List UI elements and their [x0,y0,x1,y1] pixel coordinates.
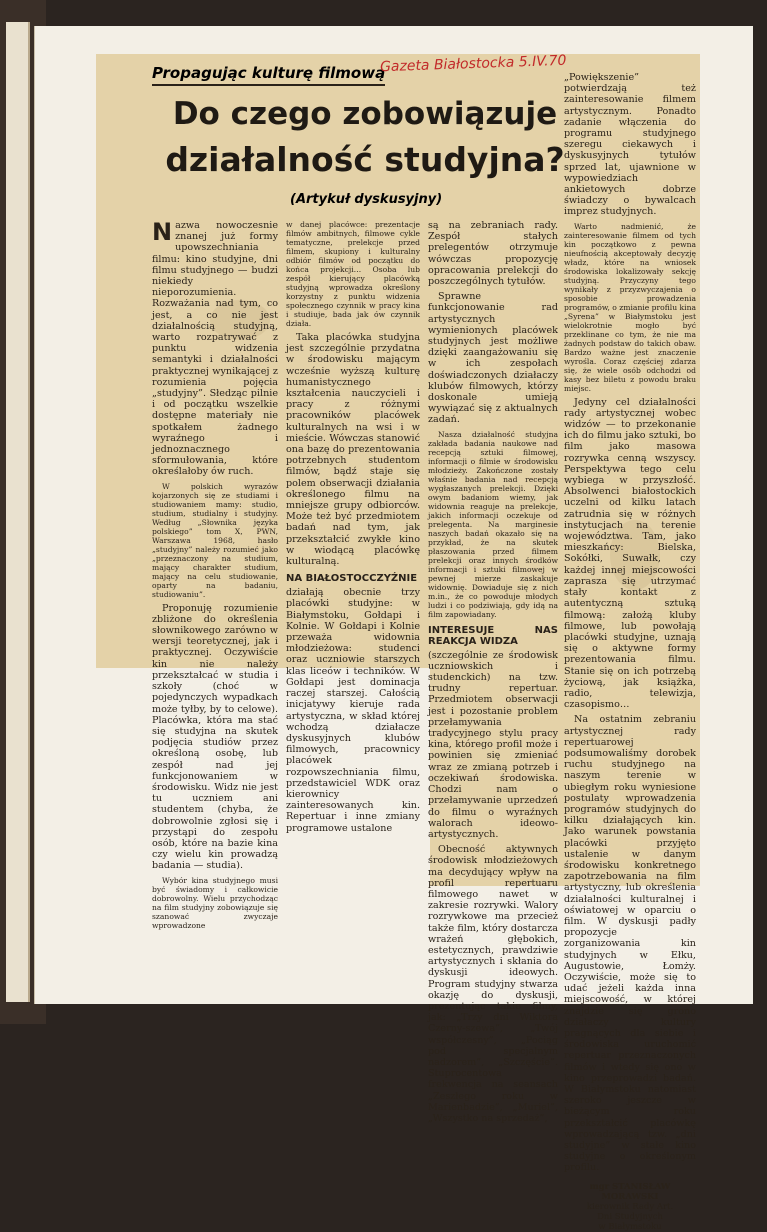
paragraph: „Powiększenie” potwierdzają też zainteresowanie filmem artystycznym. Ponadto zadanie włączenia do programu studyjnego szeregu ciekawych i dyskusyjnych tytułów sprzed lat, ujawnione w wypowiedziach ankietowych dobrze świadczy o bywalcach imprez studyjnych. [564,72,696,218]
dropcap: N [152,218,173,246]
section-heading: NA BIAŁOSTOCCZYŹNIE [286,573,418,585]
author-location: w Białymstoku [598,1221,662,1232]
paragraph: Sprawne funkcjonowanie rad artystycznych wymienionych placówek studyjnych jest możliwe dzięki zaangażowaniu się w ich zespołach doświadczonych działaczy klubów filmowych, którzy doskonale umieją wywiązać się z aktualnych zadań. [428,291,558,426]
handwritten-source-note: Gazeta Białostocka 5.IV.70 [379,52,567,76]
article-column-3 [428,220,558,1124]
paragraph: (szczególnie ze środowisk uczniowskich i studenckich) na tzw. trudny repertuar. Przedmiotem obserwacji jest i pozostanie problem przełamywania tradycyjnego stylu pracy kina, którego profil może i powinien się zmieniać wraz ze zmianą potrzeb i oczekiwań środowiska. Chodzi nam o przełamywanie uprzedzeń do filmu o wyraźnych walorach ideowo-artystycznych. [428,649,558,840]
paragraph: są na zebraniach rady. Zespół stałych prelegentów otrzymuje wówczas propozycję opracowania prelekcji do poszczególnych tytułów. [428,220,558,288]
author-name: mgr STANISŁAW MORAWSKI [589,1181,671,1202]
paragraph: azwa nowoczesnie znanej już formy upowszechniania filmu: kino studyjne, dni filmu studyjnego — budzi niekiedy nieporozumienia. Rozważania nad tym, co jest, a co nie jest działalnością studyjną, warto rozpatrywać z punktu widzenia semantyki i działalności praktycznej wynikającej z rozumienia pojęcia „studyjny”. Słedząc pilnie i od początku wszelkie dostępne materiały nie spotkałem żadnego wyraźnego i jednoznacznego sformułowania, które określałoby ów ruch. [152,220,278,478]
article-column-1 [152,218,278,930]
kicker: Propagując kulturę filmową [152,64,385,86]
paragraph: Taka placówka studyjna jest szczególnie przydatna w środowisku mającym wcześnie wyższą kulturę humanistycznego kształcenia nauczycieli i pracy z różnymi pracowników placówek kulturalnych na wsi i w mieście. Wówczas stanowić ona bazę do prezentowania potrzebnych studentom filmów, bądź staje się polem obserwacji działania określonego filmu na mniejsze grupy odbiorców. Może też być przedmiotem badań nad tym, jak przekształcić zwykłe kino w wiodącą placówkę kulturalną. [286,332,420,568]
paragraph-small: Wybór kina studyjnego musi być świadomy i całkowicie dobrowolny. Wielu przychodząc na film studyjny zobowiązuje się szanować zwyczaje wprowadzone [152,875,278,930]
headline-line-2: działalność studyjna? [165,140,565,179]
headline-line-1: Do czego zobowiązuje [172,96,558,132]
article-column-4 [564,72,696,1232]
author-signature [564,1182,696,1232]
paragraph: Jedyny cel działalności rady artystycznej wobec widzów — to przekonanie ich do filmu jako sztuki, bo film jako masowa rozrywka cenną wszyscy. Perspektywa tego celu wybiega w przyszłość. Absolwenci białostockich uczelni od kilku latach zatrudnia się w różnych instytucjach na terenie województwa. Tam, jako mieszkańcy: Bielska, Sokółki, Suwałk, czy każdej innej miejscowości zaprasza się utrzymać stały kontakt z autentyczną sztuką filmową: założą kluby filmowe, lub powołają placówki studyjne, uznają się o aktywne formy prezentowania filmu. Stanie się on ich potrzebą życiową, jak książka, radio, telewizja, czasopismo… [564,396,696,711]
paragraph-small: Nasza działalność studyjna zakłada badania naukowe nad recepcją sztuki filmowej, informacji o filmie w środowisku młodzieży. Zakończone zostały właśnie badania nad recepcją wygłaszanych prelekcji. Dzięki owym badaniom wiemy, jak widownia reaguje na prelekcje, jakich informacji oczekuje od prelegenta. Na marginesie naszych badań okazało się na przykład, że na skutek płaszowania przed filmem prelekcji oraz innych środków informacji i sztuki filmowej w pewnej mierze zaskakuje widownię. Dowiaduje się z nich m.in., że co powoduje młodych ludzi i co podziwiają, gdy idą na film zapowiadany. [428,429,558,619]
author-role: Dni Studyjnych [597,1211,663,1222]
author-role: kierownik Rady Art. [586,1201,674,1212]
paragraph: Na ostatnim zebraniu artystycznej rady repertuarowej podsumowaliśmy dorobek ruchu studyjnego na naszym terenie w ubiegłym roku wyniesione postulaty wprowadzenia programów studyjnych do kilku działających kin. Jako warunek powstania placówki przyjęto ustalenie w danym środowisku konkretnego zapotrzebowania na film artystyczny, lub określenia działalności kulturalnej i oświatowej w oparciu o film. W dyskusji padły propozycje zorganizowania kin studyjnych w Ełku, Augustowie, Łomży. Oczywiście, może się to udać jeżeli każda inna miejscowość, w której znajdzie się grono działaczy kultury pragnących dla siebie i środowiska uruchomić repertuar przeznaczonych filmów i wtedy się ono w kino przeprowadzi badań. W Białymstoku natomiast szeroko jeszcze w bieżącym roku przekształcić placówkę wprowadzającą tzw. „dni studyjne” w stałe kino studyjne o określonym profilu. [564,714,696,1174]
article-column-2 [286,220,420,834]
subheadline: (Artykuł dyskusyjny) [290,192,443,207]
paragraph-small: w danej placówce: prezentacje filmów ambitnych, filmowe cykle tematyczne, prelekcje przed filmem, skupiony i kulturalny odbiór filmów od początku do końca projekcji… Osoba lub zespół kierujący placówką studyjną wprowadza określony korzystny z punktu widzenia społecznego czynnik w pracy kina i studiuje, bada jak ów czynnik działa. [286,220,420,328]
paragraph: Proponuję rozumienie zbliżone do określenia słownikowego zarówno w wersji teoretycznej, jak i praktycznej. Oczywiście kin nie należy przekształcać w studia i szkoły (choć w pojedynczych wypadkach może tyłby, by to celowe). Placówka, która ma stać się studyjna na skutek podjęcia studiów przez określoną osobę, lub zespół nad jej funkcjonowaniem w środowisku. Widz nie jest tu uczniem ani studentem (chyba, że dobrowolnie zgłosi się i przystąpi do zespołu osób, które na bazie kina czy wielu kin prowadzą badania — studia). [152,602,278,872]
paragraph: Obecność aktywnych środowisk młodzieżowych ma decydujący wpływ na profil repertuaru filmowego nawet w zakresie rozrywki. Walory rozrywkowe ma przecież także film, który dostarcza wrażeń głębokich, estetycznych, prawdziwie artystycznych i skłania do dyskusji ideowych. Program studyjny stwarza okazję do dyskusji, prezentując takie filmy, jak: „Trzy dni Wiktora Czerny-szewa”, „Twój współczesny”, „Pociąg pod specjalnym nadzorem”, „Szczęście”. Stuprocentowa frekwencja na seansach „Zeszłego roku w Marienbadzie”, „Muriel”, „Wszystko na sprzedaż”, [428,844,558,1124]
paragraph: działają obecnie trzy placówki studyjne: w Białymstoku, Gołdapi i Kolnie. W Gołdapi i Kolnie przeważa widownia młodzieżowa: studenci oraz uczniowie starszych klas liceów i techników. W Gołdapi jest dominacja raczej starszej. Całością inicjatywy kieruje rada artystyczna, w skład której wchodzą działacze dyskusyjnych klubów filmowych, pracownicy placówek rozpowszechniania filmu, przedstawiciel WDK oraz kierownicy zainteresowanych kin. Repertuar i inne zmiany programowe ustalone [286,587,420,834]
previous-page-edge [6,22,30,1002]
paragraph-small: W polskich wyrazów kojarzonych się ze studiami i studiowaniem mamy: studio, studium, studialny i studyjny. Według „Słownika języka polskiego” tom X, PWN, Warszawa 1968, hasło „studyjny” należy rozumieć jako „przeznaczony na studium, mający charakter studium, mający na celu studiowanie, oparty na badaniu, studiowaniu”. [152,481,278,599]
section-heading: INTERESUJE NAS REAKCJA WIDZA [428,624,558,647]
paragraph-small: Warto nadmienić, że zainteresowanie filmem od tych kin początkowo z pewna nieufnością akceptowały decyzję władz, które na wniosek środowiska lokalizowały sekcję studyjną. Przyczyny tego wynikały z przyzwyczajenia o sposobie prowadzenia programów, o zmianie profilu kina „Syrena” w Białymstoku jest wielokrotnie mogło być przeklinane co tym, że nie ma żadnych podstaw do takich obaw. Bardzo ważne jest znaczenie wyrośla. Coraz częściej zdarza się, że wiele osób odchodzi od kasy bez biletu z powodu braku miejsc. [564,221,696,393]
